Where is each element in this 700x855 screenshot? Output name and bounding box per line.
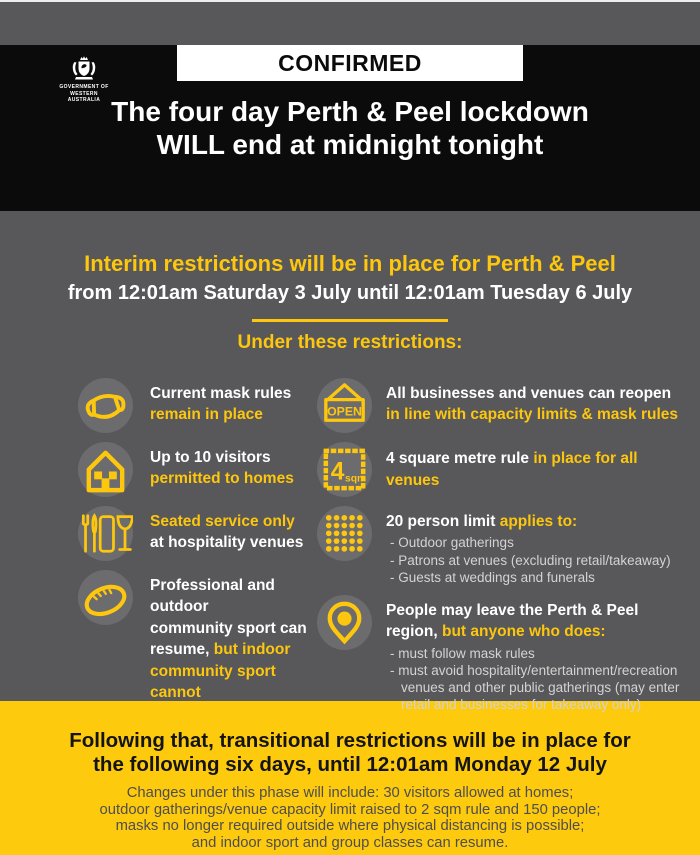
restriction-line (150, 511, 303, 532)
crowd-dots-icon (317, 506, 372, 561)
highlight-text: Seated service only (150, 513, 295, 530)
plain-text: 4 square metre rule (386, 450, 534, 468)
restriction-line (386, 511, 671, 532)
svg-text:OPEN: OPEN (327, 404, 362, 419)
plain-text: Current mask rules (150, 385, 292, 402)
highlight-text: in place for all venues (386, 450, 638, 489)
plain-text: at hospitality venues (150, 534, 304, 552)
transition-body-line: and indoor sport and group classes can resume. (191, 834, 509, 851)
coat-of-arms-icon (56, 54, 112, 84)
plain-text: Professional and outdoor (150, 577, 275, 616)
restriction-item (78, 378, 317, 433)
restriction-text (386, 378, 678, 433)
interim-title: Interim restrictions will be in place for Perth & Peel (84, 251, 616, 276)
transition-title-line1: Following that, transitional restrictions will be in place for (69, 729, 631, 752)
restriction-line (150, 639, 317, 660)
restriction-line (150, 447, 294, 468)
highlight-text: community sport cannot (150, 662, 276, 701)
plain-text: 20 person limit (386, 513, 500, 530)
logo-caption-line1: GOVERNMENT OF (59, 84, 109, 90)
interim-section (0, 211, 700, 712)
plain-text: All businesses and venues can reopen (386, 385, 672, 402)
highlight-text: applies to: (499, 513, 578, 530)
restriction-text (150, 506, 303, 561)
restrictions-column-left (78, 378, 317, 722)
svg-text:4: 4 (330, 458, 345, 486)
transition-title (0, 729, 700, 777)
down-arrow-gray-icon (323, 658, 377, 676)
restriction-bullet: - must follow mask rules (390, 645, 535, 661)
restriction-item (317, 442, 688, 497)
transition-section (0, 701, 700, 855)
restriction-text (386, 448, 686, 491)
restriction-line (386, 404, 678, 425)
restriction-bullet: - Patrons at venues (excluding retail/takeaway) (390, 552, 671, 568)
highlight-text: remain in place (150, 406, 263, 424)
four-sqm-icon (317, 442, 372, 497)
restriction-item (78, 506, 317, 561)
hospitality-icon (78, 506, 133, 561)
restriction-item (317, 595, 688, 713)
interim-subtitle: from 12:01am Saturday 3 July until 12:01am Tuesday 6 July (67, 282, 633, 304)
confirmed-badge: CONFIRMED (177, 45, 523, 81)
svg-text:sqm: sqm (344, 473, 367, 485)
transition-body-line: masks no longer required outside where physical distancing is possible; (115, 818, 585, 834)
restriction-line (386, 621, 686, 642)
wa-government-logo (56, 54, 112, 104)
restriction-line (150, 575, 317, 618)
logo-caption-line2: WESTERN AUSTRALIA (67, 90, 101, 103)
transition-title-line2: the following six days, until 12:01am Monday 12 July (93, 753, 607, 776)
plain-text: community sport can (150, 619, 307, 637)
restriction-text (386, 506, 671, 586)
yellow-divider (252, 319, 448, 322)
transition-body-line: Changes under this phase will include: 30 visitors allowed at homes; (126, 785, 574, 801)
plain-text: region, (386, 623, 442, 641)
open-sign-icon (317, 378, 372, 433)
restriction-line (386, 383, 678, 404)
plain-text: People may leave the Perth & Peel (386, 601, 639, 619)
transition-body (0, 785, 700, 851)
house-icon (78, 442, 133, 497)
interim-section-label: Under these restrictions: (237, 332, 463, 353)
highlight-text: permitted to homes (150, 470, 294, 488)
highlight-text: but anyone who does: (441, 623, 606, 641)
plain-text: Up to 10 visitors (150, 449, 271, 466)
highlight-text: but indoor (213, 641, 291, 659)
headline-line1: The four day Perth & Peel lockdown (111, 96, 589, 127)
face-mask-icon (78, 378, 133, 433)
restriction-item (78, 570, 317, 703)
restriction-line (386, 600, 686, 621)
plain-text: resume, (150, 641, 214, 659)
top-border-line (0, 0, 700, 2)
restriction-bullet-list (386, 534, 671, 585)
restriction-bullet: - Outdoor gatherings (390, 535, 514, 551)
restriction-bullet: - must avoid hospitality/entertainment/recreation venues and other public gatherings (may enter retail and businesses for takeaway only) (390, 662, 680, 712)
headline-line2: WILL end at midnight tonight (156, 129, 544, 160)
restriction-line (150, 383, 291, 404)
restriction-line (386, 448, 686, 491)
restriction-line (150, 661, 317, 704)
restriction-line (150, 532, 303, 553)
highlight-text: in line with capacity limits & mask rules (386, 406, 679, 424)
restriction-bullet: - Guests at weddings and funerals (390, 569, 595, 585)
restriction-text (150, 570, 317, 703)
restriction-text (150, 442, 294, 497)
location-pin-icon (317, 595, 372, 650)
restriction-item (317, 378, 688, 433)
restriction-text (150, 378, 291, 433)
restriction-line (150, 468, 294, 489)
restriction-item (78, 442, 317, 497)
restriction-text (386, 595, 686, 713)
restriction-line (150, 618, 317, 639)
headline (0, 95, 700, 161)
down-arrow-black-icon (322, 168, 378, 194)
restriction-bullet-list (386, 645, 686, 714)
football-icon (78, 570, 133, 625)
transition-body-line: outdoor gatherings/venue capacity limit raised to 2 sqm rule and 150 people; (99, 801, 601, 818)
restriction-line (150, 404, 291, 425)
restriction-item (317, 506, 688, 586)
